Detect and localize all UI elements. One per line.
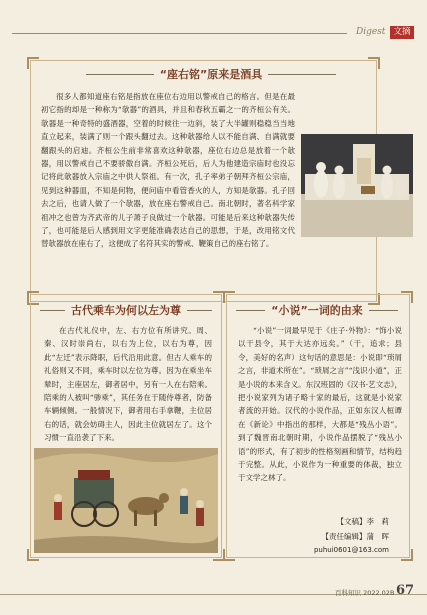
article-title-row-novel bbox=[236, 302, 398, 318]
article-body-motto bbox=[41, 90, 413, 298]
article-title-row-carriage bbox=[40, 302, 212, 318]
editor-email: puhui0601@163.com bbox=[313, 546, 389, 554]
section-label-en: Digest bbox=[356, 27, 386, 37]
article-title-motto: “座右铭”原来是酒具 bbox=[159, 68, 263, 81]
article-title-carriage: 古代乘车为何以左为尊 bbox=[71, 304, 181, 317]
museum-exhibit-image bbox=[301, 134, 413, 237]
article-title-novel: “小说”一词的由来 bbox=[271, 304, 363, 317]
header-rule bbox=[12, 33, 347, 34]
credit-author bbox=[337, 516, 390, 527]
article-paragraph-novel: “小说”一词最早见于《庄子·外物》：“饰小说以干县令，其于大达亦远矣。”（干，追求；县令，美好的名声）这句话的意思是：小说即“琐屑之言，非道术所在”。“琐屑之言”“浅识小道”，正是小说的本来含义。东汉班固的《汉书·艺文志》，把小说家列为诸子略十家的最后，这就是小说家者流的开始。汉代的小说作品，正如东汉人桓谭在《新论》中指出的那样，大都是“残丛小语”。到了魏晋南北朝时期，小说作品摆脱了“残丛小语”的形式，有了初步的性格刻画和情节，结构趋于完整。从此，小说作为一种重要的体裁，独立于文学之林了。 bbox=[238, 326, 402, 483]
museum-photo bbox=[301, 134, 413, 237]
credit-author-label: 【文稿】 bbox=[336, 517, 367, 526]
carriage-painting-image bbox=[34, 448, 218, 553]
carriage-painting bbox=[34, 448, 218, 553]
article-paragraph-motto: 很多人都知道座右铭是指放在座位右边用以警戒自己的格言。但是在最初它指的却是一种称为“欹器”的酒具，并且和春秋五霸之一的齐桓公有关。欹器是一种奇特的盛酒器，空着的时候往一边斜，装了大半罐则稳稳当当地直立起来，装满了则一个跟头翻过去。这种欹器给人以不能自满、自满就要翻跟头的启迪。齐桓公生前非常喜欢这种欹器，座位右边总是放着一个欹器，用以警戒自己不要骄傲自满。齐桓公死后，后人为他建造宗庙时也没忘记将此欹器放入宗庙之中供人祭祖。有一次，孔子率弟子朝拜齐桓公宗庙，见到这种器皿，不知是何物，便问庙中看管香火的人，方知是欹器。孔子回去之后，也请人做了一个欹器，放在座右警戒自己。南北朝时，著名科学家祖冲之也曾为齐武帝的儿子萧子良做过一个欹器。可能是后来这种欹器失传了，也可能是后人感到用文字更能准确表达自己的思想，于是，改用铭文代替欹器放在座右了，这便成了名符其实的警戒、鞭策自己的座右铭了。 bbox=[41, 92, 295, 249]
credit-editor-name: 蒲 晖 bbox=[366, 532, 389, 541]
article-body-novel bbox=[238, 324, 402, 514]
section-tag: 文摘 bbox=[390, 26, 414, 39]
credit-editor bbox=[322, 531, 390, 542]
page-number: 67 bbox=[396, 583, 415, 598]
credit-author-name: 李 莉 bbox=[366, 517, 389, 526]
article-body-carriage bbox=[44, 324, 212, 448]
credit-editor-label: 【责任编辑】 bbox=[321, 532, 367, 541]
article-paragraph-carriage: 在古代礼仪中，左、右方位有所讲究。周、秦、汉时崇尚右，以右为上位，以右为尊，因此“左迁”表示降职，后代沿用此意。但古人乘车的礼俗则又不同，乘车时以左位为尊。因为在乘坐车辇时，主座居左，御者居中，另有一人在右陪乘。陪乘的人被叫“骖乘”，其任务在于随侍尊者，防备车辆倾侧。一般情况下，御者用右手拿鞭，主位居右的话，就会妨碍主人，因此主位就居左了。这个习惯一直沿袭了下来。 bbox=[44, 326, 212, 443]
magazine-issue: 百科知识 2022.02B bbox=[335, 589, 395, 597]
article-title-row-motto bbox=[86, 66, 336, 82]
